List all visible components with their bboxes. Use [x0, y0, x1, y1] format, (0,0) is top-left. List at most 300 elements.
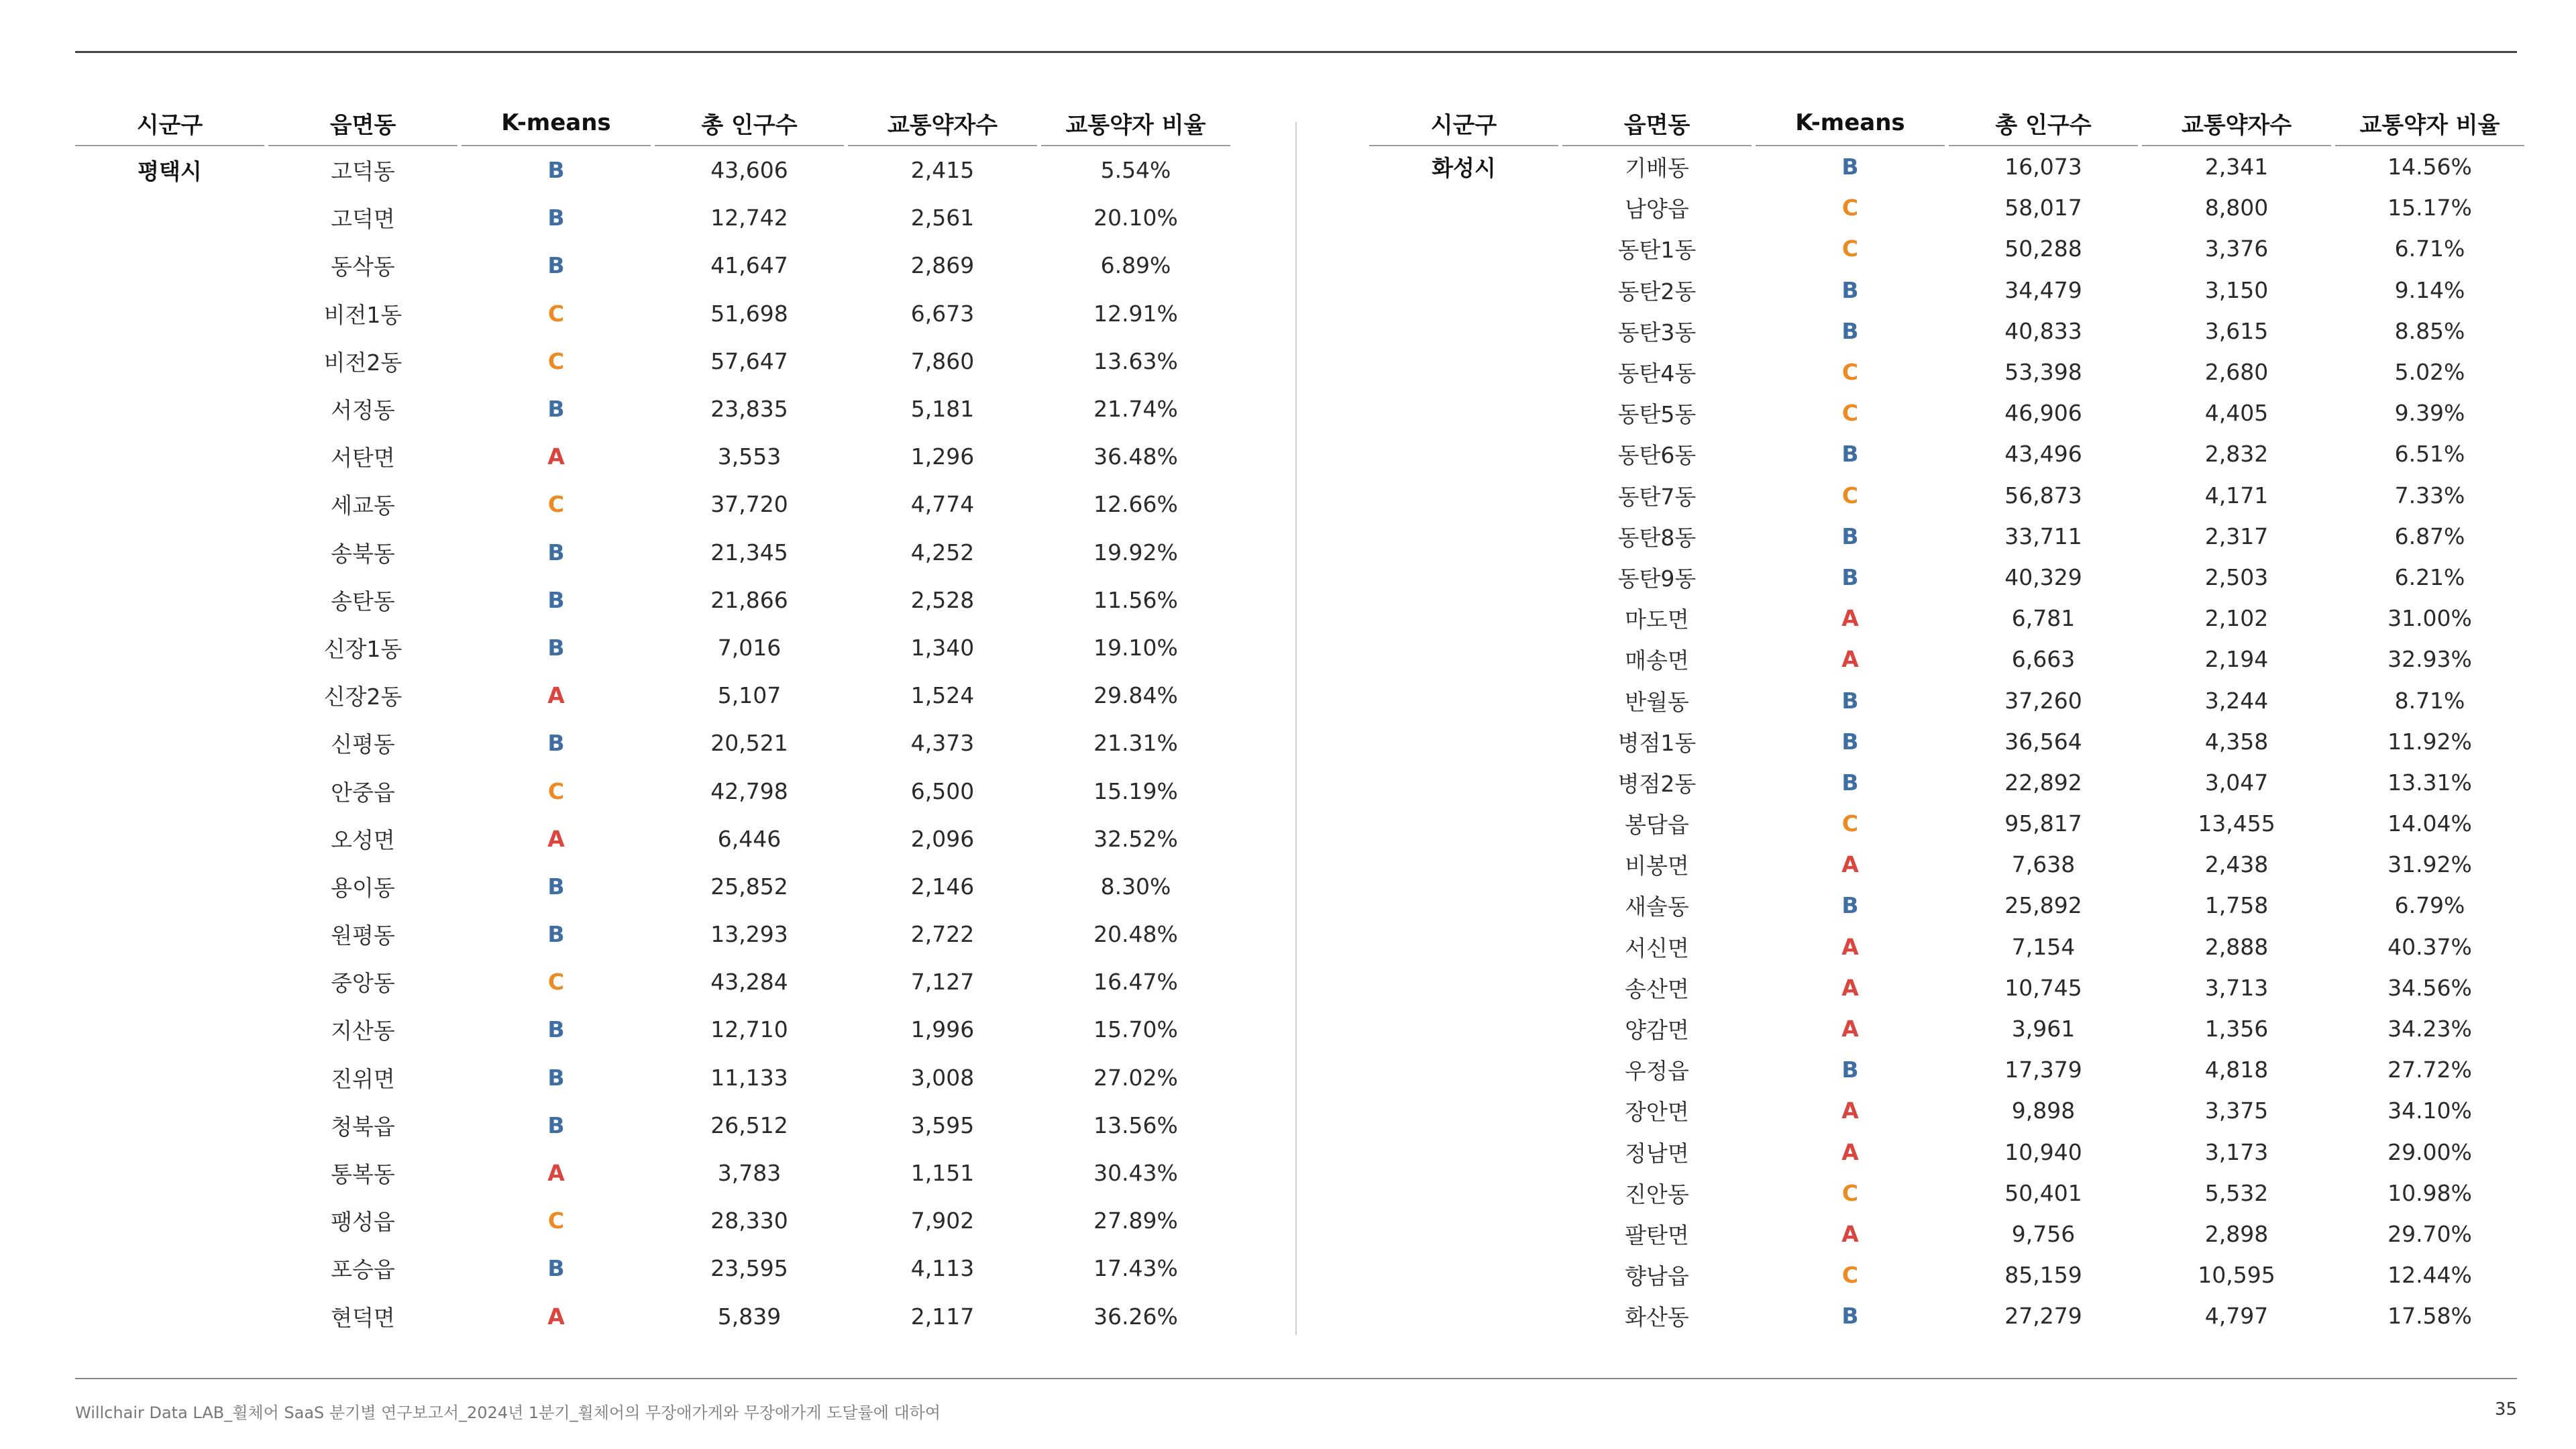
vulnerable-cell: 1,356 [2204, 1016, 2269, 1042]
district-cell: 동탄3동 [1617, 319, 1697, 345]
vulnerable-cell: 7,902 [910, 1208, 975, 1234]
kmeans-cell: B [547, 634, 565, 661]
table-row [75, 194, 1230, 241]
population-cell: 6,781 [2011, 605, 2076, 632]
region-cell [1369, 598, 1558, 639]
region-cell [75, 529, 264, 576]
kmeans-cell: A [1841, 1097, 1859, 1124]
vulnerable-cell: 8,800 [2204, 195, 2269, 221]
district-cell: 송탄동 [331, 588, 395, 614]
kmeans-cell: A [1841, 1016, 1859, 1042]
kmeans-cell: C [1841, 1262, 1859, 1289]
ratio-cell: 6.89% [1100, 252, 1171, 279]
district-cell: 서정동 [331, 397, 395, 424]
population-cell: 7,638 [2011, 851, 2076, 878]
table-row [75, 767, 1230, 814]
district-cell: 동탄1동 [1617, 237, 1697, 264]
table-row [1369, 721, 2524, 762]
header-ratio: 교통약자 비율 [1041, 101, 1230, 146]
table-row [1369, 1295, 2524, 1336]
table-row [1369, 598, 2524, 639]
district-cell: 세교동 [331, 492, 395, 519]
region-cell [75, 1293, 264, 1340]
ratio-cell: 27.02% [1093, 1064, 1178, 1091]
kmeans-cell: B [547, 157, 565, 184]
district-cell: 원평동 [331, 922, 395, 949]
ratio-cell: 17.58% [2387, 1303, 2472, 1330]
region-cell [75, 480, 264, 528]
table-row [75, 624, 1230, 672]
region-cell [75, 910, 264, 958]
ratio-cell: 9.39% [2394, 400, 2465, 427]
region-cell [1369, 680, 1558, 720]
region-cell [1369, 721, 1558, 762]
header-population: 총 인구수 [655, 101, 844, 146]
region-cell [1369, 885, 1558, 926]
kmeans-cell: B [547, 1255, 565, 1282]
kmeans-cell: A [1841, 974, 1859, 1001]
region-cell [75, 958, 264, 1006]
population-cell: 7,016 [717, 634, 782, 661]
kmeans-cell: B [1841, 728, 1859, 755]
ratio-cell: 6.51% [2394, 441, 2465, 468]
population-cell: 23,835 [710, 396, 788, 423]
table-row [1369, 187, 2524, 228]
district-cell: 서탄면 [331, 445, 395, 472]
population-cell: 40,329 [2004, 564, 2082, 590]
region-cell [1369, 926, 1558, 967]
vulnerable-cell: 5,181 [910, 396, 975, 423]
population-cell: 9,898 [2011, 1097, 2076, 1124]
population-cell: 23,595 [710, 1255, 788, 1282]
region-cell [1369, 270, 1558, 311]
kmeans-cell: B [1841, 1303, 1859, 1330]
table-row [75, 910, 1230, 958]
kmeans-cell: B [1841, 687, 1859, 714]
table-row [75, 1293, 1230, 1340]
vulnerable-cell: 1,758 [2204, 892, 2269, 919]
district-cell: 우정읍 [1625, 1058, 1689, 1085]
population-cell: 37,720 [710, 491, 788, 518]
district-cell: 팽성읍 [331, 1209, 395, 1236]
district-cell: 새솔동 [1625, 894, 1689, 920]
table-row [75, 146, 1230, 194]
region-cell [1369, 433, 1558, 474]
district-cell: 비전1동 [323, 301, 402, 328]
district-cell: 오성면 [331, 826, 395, 853]
ratio-cell: 32.93% [2387, 646, 2472, 673]
ratio-cell: 19.10% [1093, 634, 1178, 661]
vulnerable-cell: 3,244 [2204, 687, 2269, 714]
ratio-cell: 8.30% [1100, 873, 1171, 900]
ratio-cell: 12.44% [2387, 1262, 2472, 1289]
kmeans-cell: A [547, 1303, 565, 1330]
table-row [1369, 475, 2524, 516]
region-cell [75, 337, 264, 385]
vulnerable-cell: 1,524 [910, 682, 975, 709]
table-row [1369, 762, 2524, 803]
district-cell: 지산동 [331, 1018, 395, 1044]
district-cell: 용이동 [331, 874, 395, 901]
ratio-cell: 13.63% [1093, 347, 1178, 374]
region-cell [1369, 228, 1558, 269]
region-cell [1369, 1295, 1558, 1336]
right-header-row [1369, 101, 2524, 146]
ratio-cell: 14.56% [2387, 154, 2472, 180]
vulnerable-cell: 2,194 [2204, 646, 2269, 673]
ratio-cell: 6.21% [2394, 564, 2465, 590]
table-row [75, 719, 1230, 767]
vulnerable-cell: 1,340 [910, 634, 975, 661]
ratio-cell: 32.52% [1093, 825, 1178, 852]
ratio-cell: 11.56% [1093, 586, 1178, 613]
kmeans-cell: C [1841, 482, 1859, 508]
kmeans-cell: B [1841, 769, 1859, 796]
kmeans-cell: A [1841, 605, 1859, 632]
table-row [1369, 1132, 2524, 1173]
vulnerable-cell: 3,047 [2204, 769, 2269, 796]
district-cell: 신장1동 [323, 635, 402, 662]
district-cell: 봉담읍 [1625, 812, 1689, 839]
ratio-cell: 7.33% [2394, 482, 2465, 508]
region-cell [1369, 1173, 1558, 1214]
table-row [1369, 885, 2524, 926]
ratio-cell: 29.70% [2387, 1220, 2472, 1247]
population-cell: 27,279 [2004, 1303, 2082, 1330]
vulnerable-cell: 2,117 [910, 1303, 975, 1330]
region-cell [1369, 803, 1558, 844]
ratio-cell: 6.79% [2394, 892, 2465, 919]
bottom-rule [75, 1378, 2517, 1379]
vulnerable-cell: 4,113 [910, 1255, 975, 1282]
vulnerable-cell: 4,818 [2204, 1057, 2269, 1083]
population-cell: 17,379 [2004, 1057, 2082, 1083]
kmeans-cell: C [547, 1208, 565, 1234]
district-cell: 신평동 [331, 731, 395, 758]
population-cell: 50,401 [2004, 1179, 2082, 1206]
ratio-cell: 12.91% [1093, 300, 1178, 327]
table-row [1369, 1173, 2524, 1214]
table-row [1369, 146, 2524, 187]
population-cell: 16,073 [2004, 154, 2082, 180]
region-cell [75, 576, 264, 624]
region-cell [1369, 1214, 1558, 1254]
ratio-cell: 11.92% [2387, 728, 2472, 755]
header-vulnerable: 교통약자수 [2142, 101, 2331, 146]
kmeans-cell: B [1841, 892, 1859, 919]
table-row [75, 241, 1230, 289]
vulnerable-cell: 4,171 [2204, 482, 2269, 508]
ratio-cell: 13.56% [1093, 1112, 1178, 1138]
region-cell [75, 241, 264, 289]
table-row [75, 958, 1230, 1006]
population-cell: 25,892 [2004, 892, 2082, 919]
ratio-cell: 6.71% [2394, 235, 2465, 262]
district-cell: 정남면 [1625, 1140, 1689, 1167]
district-cell: 반월동 [1625, 688, 1689, 715]
table-row [1369, 967, 2524, 1008]
vulnerable-cell: 2,898 [2204, 1220, 2269, 1247]
header-region: 시군구 [1369, 101, 1558, 146]
kmeans-cell: B [1841, 523, 1859, 549]
table-row [75, 290, 1230, 337]
ratio-cell: 8.71% [2394, 687, 2465, 714]
kmeans-cell: C [547, 777, 565, 804]
vulnerable-cell: 2,888 [2204, 933, 2269, 960]
table-row [75, 433, 1230, 480]
ratio-cell: 34.23% [2387, 1016, 2472, 1042]
vulnerable-cell: 3,173 [2204, 1138, 2269, 1165]
table-row [75, 672, 1230, 719]
district-cell: 마도면 [1625, 606, 1689, 633]
footer-caption: Willchair Data LAB_휠체어 SaaS 분기별 연구보고서_2024년 1분기_휠체어의 무장애가게와 무장애가게 도달률에 대하여 [75, 1403, 941, 1422]
district-cell: 동탄6동 [1617, 442, 1697, 469]
table-row [1369, 926, 2524, 967]
population-cell: 42,798 [710, 777, 788, 804]
district-cell: 향남읍 [1625, 1263, 1689, 1290]
region-cell [75, 385, 264, 433]
ratio-cell: 36.26% [1093, 1303, 1178, 1330]
ratio-cell: 16.47% [1093, 969, 1178, 996]
header-kmeans: K-means [462, 101, 651, 146]
population-cell: 10,940 [2004, 1138, 2082, 1165]
ratio-cell: 13.31% [2387, 769, 2472, 796]
vulnerable-cell: 6,673 [910, 300, 975, 327]
vulnerable-cell: 4,252 [910, 539, 975, 566]
region-cell [1369, 311, 1558, 352]
region-cell [75, 815, 264, 863]
kmeans-cell: B [1841, 1057, 1859, 1083]
ratio-cell: 36.48% [1093, 443, 1178, 470]
table-row [1369, 352, 2524, 392]
vulnerable-cell: 2,561 [910, 205, 975, 231]
table-row [75, 529, 1230, 576]
region-cell [75, 1006, 264, 1053]
population-cell: 12,710 [710, 1016, 788, 1043]
vulnerable-cell: 3,375 [2204, 1097, 2269, 1124]
kmeans-cell: C [547, 969, 565, 996]
table-row [75, 385, 1230, 433]
district-cell: 동탄2동 [1617, 278, 1697, 305]
region-cell: 평택시 [138, 158, 202, 185]
table-row [1369, 639, 2524, 680]
vulnerable-cell: 3,150 [2204, 276, 2269, 303]
kmeans-cell: A [547, 443, 565, 470]
district-cell: 병점1동 [1617, 729, 1697, 756]
ratio-cell: 9.14% [2394, 276, 2465, 303]
table-row [75, 1197, 1230, 1244]
ratio-cell: 10.98% [2387, 1179, 2472, 1206]
district-cell: 양감면 [1625, 1017, 1689, 1044]
table-row [75, 1149, 1230, 1197]
region-cell [1369, 187, 1558, 228]
column-divider [1295, 122, 1297, 1335]
population-cell: 26,512 [710, 1112, 788, 1138]
vulnerable-cell: 3,008 [910, 1064, 975, 1091]
kmeans-cell: A [547, 1160, 565, 1187]
ratio-cell: 15.17% [2387, 195, 2472, 221]
table-row [1369, 1049, 2524, 1090]
vulnerable-cell: 7,860 [910, 347, 975, 374]
table-row [1369, 1090, 2524, 1131]
district-cell: 화산동 [1625, 1304, 1689, 1331]
district-cell: 중앙동 [331, 970, 395, 997]
vulnerable-cell: 1,996 [910, 1016, 975, 1043]
ratio-cell: 21.31% [1093, 730, 1178, 757]
district-cell: 안중읍 [331, 779, 395, 806]
table-row [1369, 844, 2524, 885]
kmeans-cell: C [1841, 195, 1859, 221]
region-cell [1369, 1008, 1558, 1049]
region-cell [75, 290, 264, 337]
table-row [75, 1244, 1230, 1292]
table-row [1369, 1254, 2524, 1295]
right-table [1365, 101, 2528, 1336]
population-cell: 12,742 [710, 205, 788, 231]
kmeans-cell: B [1841, 441, 1859, 468]
district-cell: 동탄9동 [1617, 565, 1697, 592]
table-row [75, 1102, 1230, 1149]
region-cell [75, 194, 264, 241]
region-cell: 화성시 [1432, 155, 1496, 182]
district-cell: 신장2동 [323, 684, 402, 710]
population-cell: 5,839 [717, 1303, 782, 1330]
ratio-cell: 27.72% [2387, 1057, 2472, 1083]
vulnerable-cell: 1,296 [910, 443, 975, 470]
ratio-cell: 31.92% [2387, 851, 2472, 878]
population-cell: 3,783 [717, 1160, 782, 1187]
population-cell: 6,446 [717, 825, 782, 852]
table-row [1369, 392, 2524, 433]
table-row [1369, 516, 2524, 557]
population-cell: 41,647 [710, 252, 788, 279]
kmeans-cell: A [1841, 1220, 1859, 1247]
ratio-cell: 30.43% [1093, 1160, 1178, 1187]
top-rule [75, 51, 2517, 53]
district-cell: 기배동 [1625, 155, 1689, 182]
population-cell: 3,553 [717, 443, 782, 470]
ratio-cell: 34.56% [2387, 974, 2472, 1001]
vulnerable-cell: 2,869 [910, 252, 975, 279]
region-cell [1369, 1090, 1558, 1131]
kmeans-cell: B [1841, 564, 1859, 590]
kmeans-cell: A [547, 682, 565, 709]
vulnerable-cell: 13,455 [2198, 810, 2275, 837]
population-cell: 13,293 [710, 921, 788, 948]
district-cell: 송산면 [1625, 975, 1689, 1002]
table-row [75, 337, 1230, 385]
region-cell [75, 1244, 264, 1292]
kmeans-cell: B [547, 252, 565, 279]
kmeans-cell: B [547, 396, 565, 423]
kmeans-cell: C [547, 347, 565, 374]
vulnerable-cell: 2,415 [910, 157, 975, 184]
vulnerable-cell: 3,615 [2204, 317, 2269, 344]
ratio-cell: 15.19% [1093, 777, 1178, 804]
district-cell: 병점2동 [1617, 770, 1697, 797]
vulnerable-cell: 2,680 [2204, 359, 2269, 386]
district-cell: 송북동 [331, 540, 395, 567]
vulnerable-cell: 2,146 [910, 873, 975, 900]
kmeans-cell: B [1841, 154, 1859, 180]
population-cell: 10,745 [2004, 974, 2082, 1001]
kmeans-cell: B [547, 1016, 565, 1043]
vulnerable-cell: 3,595 [910, 1112, 975, 1138]
district-cell: 동탄4동 [1617, 360, 1697, 387]
population-cell: 3,961 [2011, 1016, 2076, 1042]
kmeans-cell: C [1841, 810, 1859, 837]
kmeans-cell: C [1841, 400, 1859, 427]
population-cell: 50,288 [2004, 235, 2082, 262]
kmeans-cell: B [1841, 317, 1859, 344]
district-cell: 팔탄면 [1625, 1222, 1689, 1248]
left-header-row [75, 101, 1230, 146]
table-row [1369, 270, 2524, 311]
kmeans-cell: C [1841, 235, 1859, 262]
population-cell: 21,345 [710, 539, 788, 566]
vulnerable-cell: 1,151 [910, 1160, 975, 1187]
header-kmeans: K-means [1756, 101, 1945, 146]
ratio-cell: 27.89% [1093, 1208, 1178, 1234]
table-row [75, 480, 1230, 528]
kmeans-cell: C [1841, 359, 1859, 386]
district-cell: 동삭동 [331, 254, 395, 280]
ratio-cell: 40.37% [2387, 933, 2472, 960]
kmeans-cell: A [547, 825, 565, 852]
district-cell: 매송면 [1625, 647, 1689, 674]
district-cell: 비봉면 [1625, 853, 1689, 879]
vulnerable-cell: 2,102 [2204, 605, 2269, 632]
ratio-cell: 21.74% [1093, 396, 1178, 423]
vulnerable-cell: 2,096 [910, 825, 975, 852]
table-row [1369, 1214, 2524, 1254]
table-row [1369, 557, 2524, 598]
population-cell: 37,260 [2004, 687, 2082, 714]
population-cell: 21,866 [710, 586, 788, 613]
population-cell: 9,756 [2011, 1220, 2076, 1247]
population-cell: 33,711 [2004, 523, 2082, 549]
kmeans-cell: B [547, 586, 565, 613]
kmeans-cell: A [1841, 851, 1859, 878]
table-row [1369, 311, 2524, 352]
kmeans-cell: B [1841, 276, 1859, 303]
kmeans-cell: B [547, 730, 565, 757]
population-cell: 22,892 [2004, 769, 2082, 796]
kmeans-cell: B [547, 1112, 565, 1138]
header-district: 읍면동 [268, 101, 458, 146]
vulnerable-cell: 7,127 [910, 969, 975, 996]
header-population: 총 인구수 [1949, 101, 2138, 146]
kmeans-cell: B [547, 539, 565, 566]
population-cell: 11,133 [710, 1064, 788, 1091]
vulnerable-cell: 2,341 [2204, 154, 2269, 180]
vulnerable-cell: 4,373 [910, 730, 975, 757]
ratio-cell: 12.66% [1093, 491, 1178, 518]
district-cell: 청북읍 [331, 1113, 395, 1140]
ratio-cell: 34.10% [2387, 1097, 2472, 1124]
district-cell: 포승읍 [331, 1256, 395, 1283]
table-row [75, 815, 1230, 863]
district-cell: 진안동 [1625, 1181, 1689, 1208]
region-cell [1369, 557, 1558, 598]
population-cell: 51,698 [710, 300, 788, 327]
population-cell: 20,521 [710, 730, 788, 757]
population-cell: 36,564 [2004, 728, 2082, 755]
region-cell [75, 1197, 264, 1244]
district-cell: 장안면 [1625, 1099, 1689, 1126]
ratio-cell: 17.43% [1093, 1255, 1178, 1282]
vulnerable-cell: 4,774 [910, 491, 975, 518]
